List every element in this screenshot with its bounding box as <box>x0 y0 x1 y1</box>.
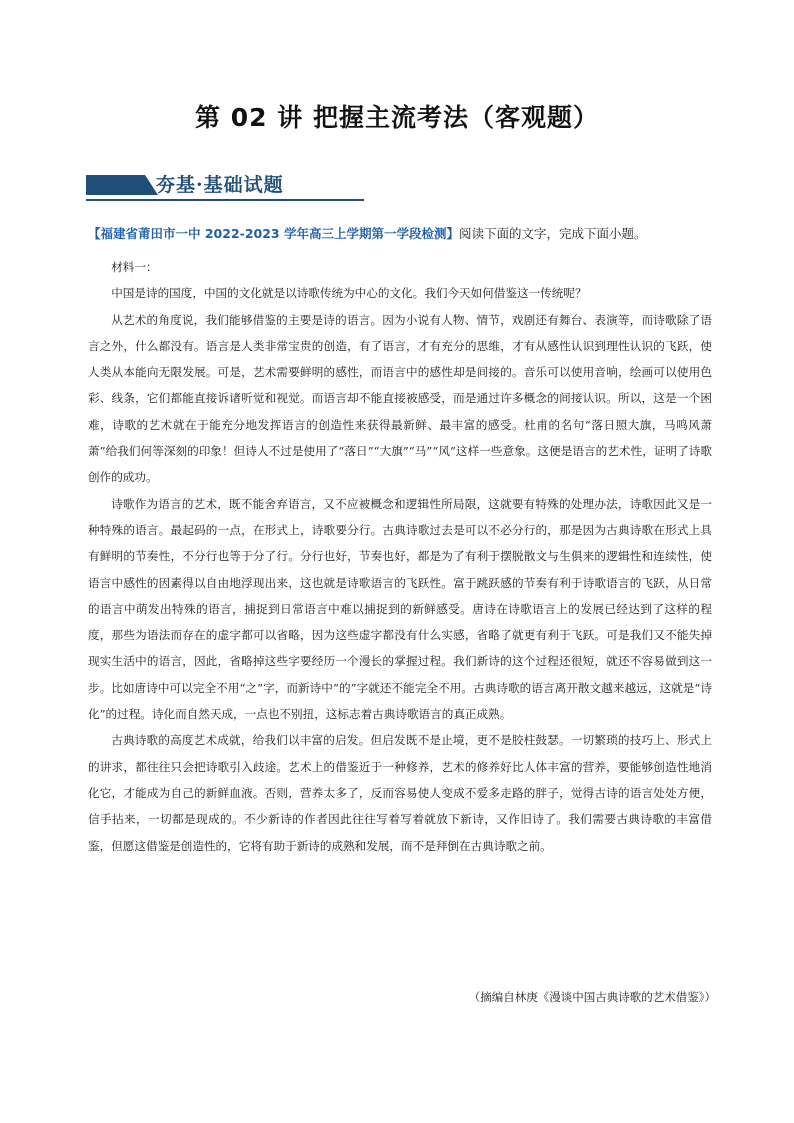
question-header <box>88 224 728 244</box>
material-label: 材料一： <box>111 260 158 274</box>
paragraph: 诗歌作为语言的艺术，既不能舍弃语言，又不应被概念和逻辑性所局限，这就要有特殊的处理办法，诗歌因此又是一种特殊的语言。最起码的一点，在形式上，诗歌要分行。古典诗歌过去是可以不必分行的，那是因为古典诗歌在形式上具有鲜明的节奏性，不分行也等于分了行。分行也好，节奏也好，都是为了有利于摆脱散文与生俱来的逻辑性和连续性，使语言中感性的因素得以自由地浮现出来，这也就是诗歌语言的飞跃性。富于跳跃感的节奏有利于诗歌语言的飞跃，从日常的语言中萌发出特殊的语言，捕捉到日常语言中难以捕捉到的新鲜感受。唐诗在诗歌语言上的发展已经达到了这样的程度，那些为语法而存在的虚字都可以省略，因为这些虚字都没有什么实感，省略了就更有利于飞跃。可是我们又不能失掉现实生活中的语言，因此，省略掉这些字要经历一个漫长的掌握过程。我们新诗的这个过程还很短，就还不容易做到这一步。比如唐诗中可以完全不用“之”字，而新诗中“的”字就还不能完全不用。古典诗歌的语言离开散文越来越远，这就是“诗化”的过程。诗化而自然天成，一点也不别扭，这标志着古典诗歌语言的真正成熟。 <box>88 496 712 722</box>
section-banner <box>86 168 364 204</box>
section-label: 夯基·基础试题 <box>156 174 284 196</box>
paragraph: 中国是诗的国度，中国的文化就是以诗歌传统为中心的文化。我们今天如何借鉴这一传统呢？ <box>111 286 587 301</box>
banner-decoration <box>86 175 158 195</box>
attribution: （摘编自林庚《漫谈中国古典诗歌的艺术借鉴》） <box>468 990 716 1004</box>
material-body <box>88 254 712 859</box>
paragraph: 古典诗歌的高度艺术成就，给我们以丰富的启发。但启发既不是止境，更不是胶柱鼓瑟。一切繁琐的技巧上、形式上的讲求，都往往只会把诗歌引入歧途。艺术上的借鉴近于一种修养，艺术的修养好比人体丰富的营养，要能够创造性地消化它，才能成为自己的新鲜血液。否则，营养太多了，反而容易使人变成不爱多走路的胖子，觉得古诗的语言处处方便，信手拈来，一切都是现成的。不少新诗的作者因此往往写着写着就放下新诗，又作旧诗了。我们需要古典诗歌的丰富借鉴，但愿这借鉴是创造性的，它将有助于新诗的成熟和发展，而不是拜倒在古典诗歌之前。 <box>88 733 712 853</box>
question-source: 【福建省莆田市一中 2022-2023 学年高三上学期第一学段检测】 <box>88 226 459 241</box>
paragraph: 从艺术的角度说，我们能够借鉴的主要是诗的语言。因为小说有人物、情节，戏剧还有舞台、表演等，而诗歌除了语言之外，什么都没有。语言是人类非常宝贵的创造，有了语言，才有充分的思维，才有从感性认识到理性认识的飞跃，使人类从本能向无限发展。可是，艺术需要鲜明的感性，而语言中的感性却是间接的。音乐可以使用音响，绘画可以使用色彩、线条，它们都能直接诉诸听觉和视觉。而语言却不能直接被感受，而是通过许多概念的间接认识。所以，这是一个困难，诗歌的艺术就在于能充分地发挥语言的创造性来获得最新鲜、最丰富的感受。杜甫的名句“落日照大旗，马鸣风萧萧”给我们何等深刻的印象！但诗人不过是使用了“落日”“大旗”“马”“风”这样一些意象。这便是语言的艺术性，证明了诗歌创作的成功。 <box>88 312 712 485</box>
banner-underline <box>86 199 364 201</box>
page-title: 第 02 讲 把握主流考法（客观题） <box>195 103 599 132</box>
question-instruction: 阅读下面的文字，完成下面小题。 <box>458 226 647 241</box>
